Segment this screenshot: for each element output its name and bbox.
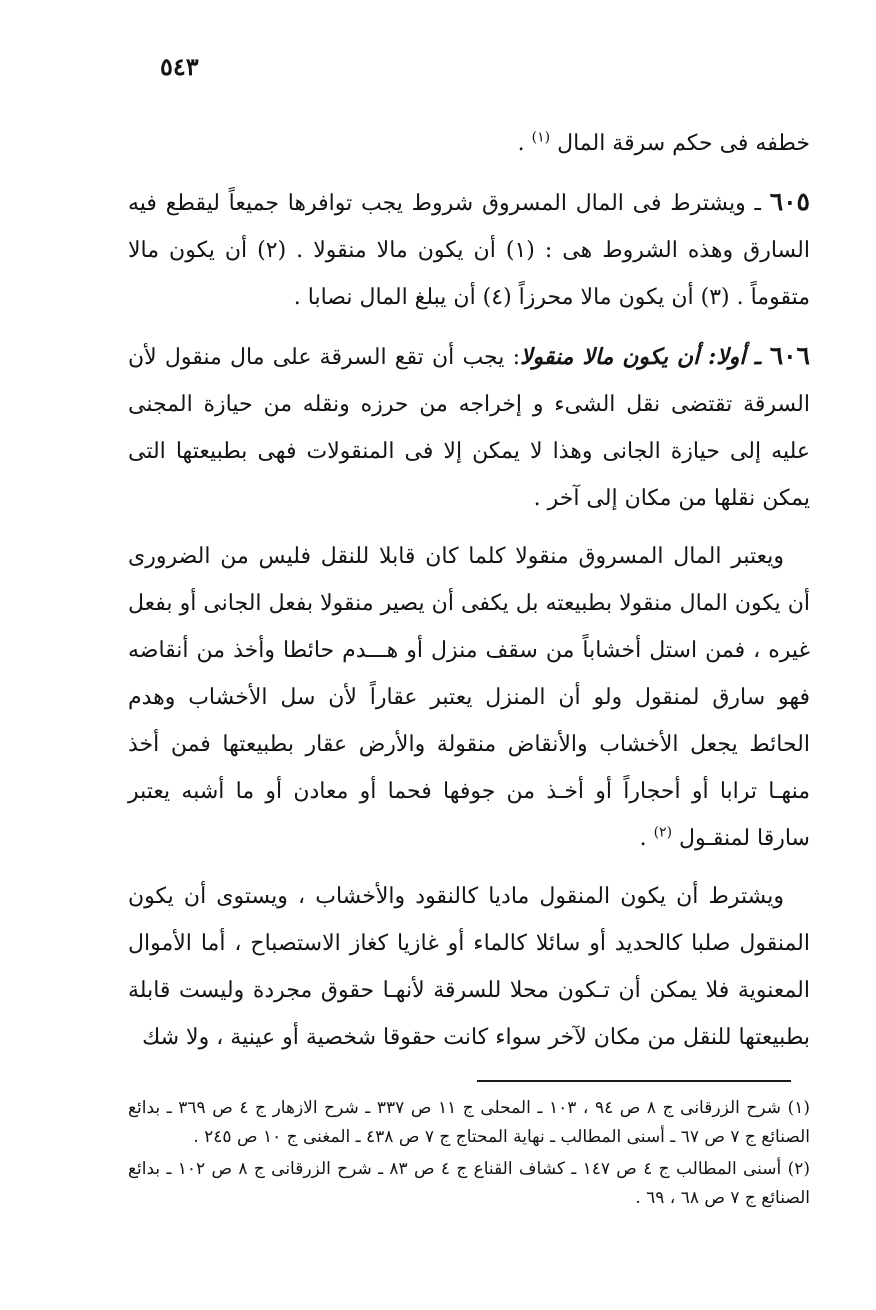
section-number-605: ٦٠٥: [769, 187, 810, 216]
page-number: ٥٤٣: [160, 52, 199, 81]
paragraph-tail: .: [517, 131, 532, 156]
section-number-606: ٦٠٦: [769, 341, 810, 370]
paragraph-606: [128, 332, 810, 522]
paragraph-text: : يجب أن تقع السرقة على مال منقول لأن السرقة تقتضى نقل الشىء و إخراجه من حرزه ونقله من حيازة المجنى عليه إلى حيازة الجانى وهذا لا يمكن إلا فى المنقولات فهى بطبيعتها التى يمكن نقلها من مكان إلى آخر .: [128, 345, 810, 511]
footnote-2: (٢) أسنى المطالب ج ٤ ص ١٤٧ ـ كشاف القناع ج ٤ ص ٨٣ ـ شرح الزرقانى ج ٨ ص ١٠٢ ـ بدائع الصنائع ج ٧ ص ٦٨ ، ٦٩ .: [128, 1159, 810, 1208]
footnotes: [128, 1094, 810, 1213]
footnote-divider: [477, 1080, 791, 1082]
footnote-ref-2: (٢): [653, 824, 673, 841]
paragraph-movable-property: [128, 533, 810, 862]
paragraph-text: ويعتبر المال المسروق منقولا كلما كان قابلا للنقل فليس من الضرورى أن يكون المال منقولا بطبيعته بل يكفى أن يصير منقولا بفعل الجانى أو بفعل غيره ، فمن استل أخشاباً من سقف منزل أو هـــدم حائطا وأخذ من أنقاضه فهو سارق لمنقول ولو أن المنزل يعتبر عقاراً لأن سل الأخشاب وهدم الحائط يجعل الأخشاب والأنقاض منقولة والأرض عقار بطبيعتها فمن أخذ منهـا ترابا أو أحجاراً أو أخـذ من جوفها فحما أو معادن أو ما أشبه يعتبر سارقا لمنقـول: [128, 544, 810, 851]
paragraph-continuation: [128, 120, 810, 167]
section-heading: ـ أولا: أن يكون مالا منقولا: [520, 344, 770, 370]
body-text: [128, 120, 810, 1061]
paragraph-text: ويشترط أن يكون المنقول ماديا كالنقود والأخشاب ، ويستوى أن يكون المنقول صلبا كالحديد أو سائلا كالماء أو غازيا كغاز الاستصباح ، أما الأموال المعنوية فلا يمكن أن تـكون محلا للسرقة لأنهـا حقوق مجردة وليست قابلة بطبيعتها للنقل من مكان لآخر سواء كانت حقوقا شخصية أو عينية ، ولا شك: [128, 884, 810, 1050]
paragraph-605: [128, 178, 810, 321]
paragraph-text: ـ ويشترط فى المال المسروق شروط يجب توافرها جميعاً ليقطع فيه السارق وهذه الشروط هى : (١) أن يكون مالا منقولا . (٢) أن يكون مالا متقوماً . (٣) أن يكون مالا محرزاً (٤) أن يبلغ المال نصابا .: [128, 191, 810, 310]
paragraph-material-property: [128, 873, 810, 1061]
paragraph-text: خطفه فى حكم سرقة المال: [557, 131, 810, 156]
footnote-ref-1: (١): [531, 129, 551, 146]
paragraph-tail: .: [639, 826, 654, 851]
footnote-1: (١) شرح الزرقانى ج ٨ ص ٩٤ ، ١٠٣ ـ المحلى ج ١١ ص ٣٣٧ ـ شرح الازهار ج ٤ ص ٣٦٩ ـ بدائع الصنائع ج ٧ ص ٦٧ ـ أسنى المطالب ـ نهاية المحتاج ج ٧ ص ٤٣٨ ـ المغنى ج ١٠ ص ٢٤٥ .: [128, 1098, 810, 1147]
